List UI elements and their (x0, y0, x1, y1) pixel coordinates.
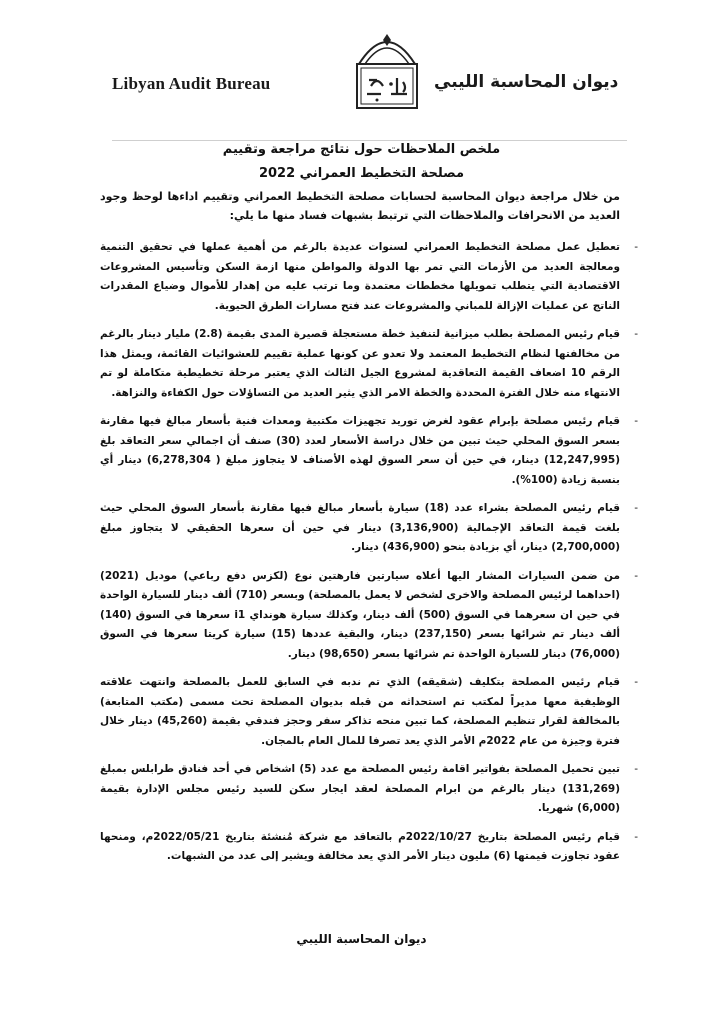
finding-text: قيام رئيس المصلحة بتكليف (شقيقه) الذي تم ندبه في السابق للعمل بالمصلحة وانتهت علاقته الوظيفية معها مديراً لمكتب تم استحداثه من قبله بديوان المصلحة تحت مسمى (مكتب المتابعة) بالمخالفة لقرار تنظيم المصلحة، كما تبين منحه تذاكر سفر وحجز فندقي بقيمة (45,260) دينار خلال فترة وجيزة من عام 2022م الأمر الذي يعد تصرفا للمال العام بالمجان. (100, 676, 620, 747)
audit-bureau-logo-icon (347, 28, 427, 112)
finding-item (100, 412, 640, 490)
finding-text: قيام رئيس المصلحة بتاريخ 2022/10/27م بالتعاقد مع شركة مُنشئة بتاريخ 2022/05/21م، ومنحها عقود تجاوزت قيمتها (6) مليون دينار الأمر الذي يعد مخالفة ويشير إلى عدد من الشبهات. (100, 830, 620, 862)
finding-text: من ضمن السيارات المشار اليها أعلاه سيارتين فارهتين نوع (لكزس دفع رباعي) موديل (2021) (احداهما لرئيس المصلحة والاخرى لشخص لا يعمل بالمصلحة) وبسعر (710) ألف دينار للسيارة الواحدة في حين ان سعرهما في السوق (500) ألف دينار، وكذلك سيارة هونداي i1 سعرها في السوق (140) ألف دينار تم شرائها بسعر (237,150) دينار، والبقية عددها (15) سيارة كريتا سعرها في السوق (76,000) دينار للسيارة الواحدة تم شرائها بسعر (98,650) دينار. (100, 569, 621, 660)
bullet-icon: - (634, 241, 638, 253)
finding-text: تبين تحميل المصلحة بفواتير اقامة رئيس المصلحة مع عدد (5) اشخاص في أحد فنادق طرابلس بمبلغ (131,269) دينار بالرغم من ابرام المصلحة لعقد ايجار سكن للسيد رئيس مجلس الإدارة بقيمة (6,000) شهريا. (100, 763, 620, 814)
bullet-icon: - (634, 328, 638, 340)
finding-text: قيام رئيس مصلحة بإبرام عقود لغرض توريد تجهيزات مكتبية ومعدات فنية بأسعار مبالغ فيها مقارنة بسعر السوق المحلي حيث تبين من خلال دراسة الأسعار لعدد (30) صنف أن اجمالي سعر التعاقد بلغ (12,247,995) دينار، في حين أن سعر السوق لهذه الأصناف لا يتجاوز مبلغ ( 6,278,304) دينار أي بنسبة زيادة (100%). (100, 415, 620, 486)
bullet-icon: - (634, 676, 638, 688)
bullet-icon: - (634, 415, 638, 427)
brand-name-english: Libyan Audit Bureau (112, 74, 271, 93)
letterhead (0, 28, 723, 118)
bullet-icon: - (634, 569, 638, 582)
brand-name-arabic: ديوان المحاسبة الليبي (434, 72, 619, 92)
bullet-icon: - (634, 763, 638, 775)
finding-item (100, 828, 640, 867)
title-line-2: مصلحة التخطيط العمراني 2022 (258, 166, 465, 181)
finding-text: قيام رئيس المصلحة بطلب ميزانية لتنفيذ خطة مستعجلة قصيرة المدى بقيمة (2.8) مليار دينار بالرغم من مخالفتها لنظام التخطيط المعتمد ولا تعدو عن كونها عملية تقييم للعشوائيات القائمة، ويمثل هذا الرقم 10 اضعاف القيمة التعاقدية لمشروع الجيل الثالث الذي يعتبر مرحلة تخطيطية متكاملة لو تم الانتهاء منه خلال الفترة المحددة والخطة الامر الذي يثير العديد من التساؤلات حول الكفاءة والنزاهة. (100, 328, 621, 399)
findings-list (100, 238, 640, 876)
finding-text: قيام رئيس المصلحة بشراء عدد (18) سيارة بأسعار مبالغ فيها مقارنة بأسعار السوق المحلي حيث بلغت قيمة التعاقد الإجمالية (3,136,900) دينار في حين أن سعرها الحقيقي لا يتجاوز مبلغ (2,700,000) دينار، أي بزيادة بنحو (436,900) دينار. (100, 502, 620, 553)
title-line-1: ملخص الملاحظات حول نتائج مراجعة وتقييم (222, 142, 501, 157)
finding-item (100, 499, 640, 558)
finding-item (100, 325, 640, 403)
finding-text: تعطيل عمل مصلحة التخطيط العمراني لسنوات عديدة بالرغم من أهمية عملها في تحقيق التنمية ومعالجة العديد من الأزمات التي تمر بها الدولة والمواطن منها ازمة السكن وتأسيس المشروعات الاقتصادية التي يتطلب تمويلها مخططات معتمدة وما ترتب عليه من إهدار للأموال وضياع المقدرات الناتج عن عمليات الإزالة للمباني والمشروعات عند فتح مسارات الطرق الحيوية. (100, 241, 620, 312)
bullet-icon: - (634, 830, 638, 843)
finding-item (100, 760, 640, 819)
bullet-icon: - (634, 502, 638, 514)
finding-item (100, 673, 640, 751)
intro-paragraph: من خلال مراجعة ديوان المحاسبة لحسابات مصلحة التخطيط العمراني وتقييم اداءها لوحظ وجود العديد من الانحرافات والملاحظات التي ترتبط بشبهات فساد منها ما يلي: (100, 190, 620, 222)
finding-item (100, 567, 640, 665)
finding-item (100, 238, 640, 316)
document-title (0, 138, 723, 186)
signature-footer: ديوان المحاسبة الليبي (296, 932, 427, 946)
